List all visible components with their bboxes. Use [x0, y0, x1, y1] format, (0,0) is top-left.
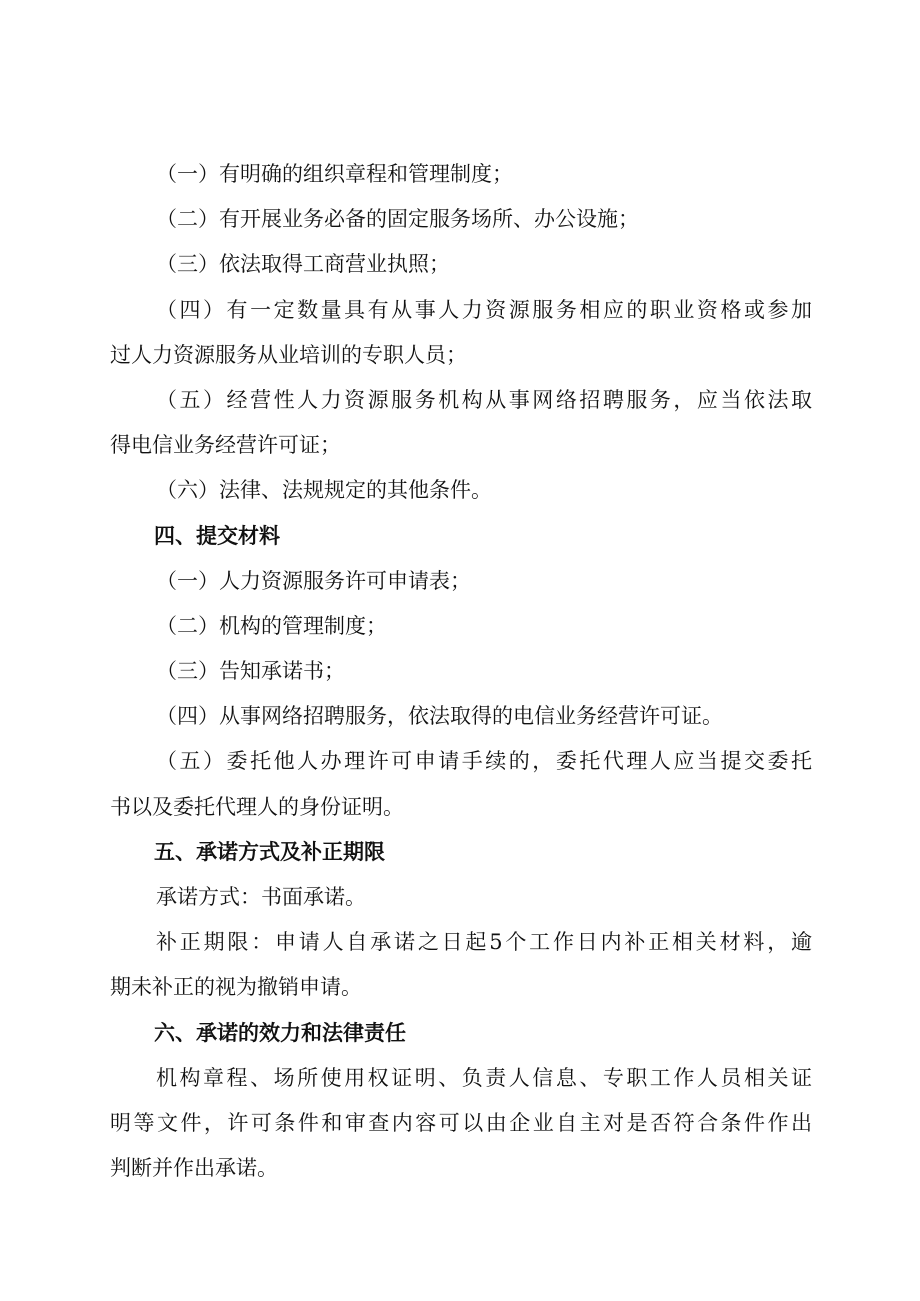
correction-period-line-2: 期未补正的视为撤销申请。: [110, 975, 362, 1000]
effect-paragraph-line-2: 明等文件，许可条件和审查内容可以由企业自主对是否符合条件作出: [110, 1110, 812, 1135]
commitment-method: 承诺方式：书面承诺。: [156, 885, 366, 909]
document-body: [110, 152, 812, 1191]
material-item-2: （二）机构的管理制度；: [156, 613, 387, 638]
material-item-3: （三）告知承诺书；: [156, 659, 345, 684]
section-6-heading: 六、承诺的效力和法律责任: [154, 1020, 406, 1045]
condition-item-2: （二）有开展业务必备的固定服务场所、办公设施；: [156, 207, 639, 232]
correction-period-line-1: 补正期限：申请人自承诺之日起5个工作日内补正相关材料，逾: [156, 930, 812, 955]
condition-item-5-line-1: （五）经营性人力资源服务机构从事网络招聘服务，应当依法取: [156, 387, 812, 412]
condition-item-4-line-2: 过人力资源服务从业培训的专职人员；: [110, 342, 467, 367]
section-5-heading: 五、承诺方式及补正期限: [154, 839, 385, 864]
condition-item-5-line-2: 得电信业务经营许可证；: [110, 433, 341, 458]
material-item-5-line-1: （五）委托他人办理许可申请手续的，委托代理人应当提交委托: [156, 749, 812, 774]
condition-item-6: （六）法律、法规规定的其他条件。: [156, 478, 492, 503]
material-item-5-line-2: 书以及委托代理人的身份证明。: [110, 794, 404, 819]
condition-item-4-line-1: （四）有一定数量具有从事人力资源服务相应的职业资格或参加: [156, 297, 812, 322]
material-item-1: （一）人力资源服务许可申请表；: [156, 568, 471, 593]
material-item-4: （四）从事网络招聘服务，依法取得的电信业务经营许可证。: [156, 704, 723, 729]
effect-paragraph-line-1: 机构章程、场所使用权证明、负责人信息、专职工作人员相关证: [156, 1065, 812, 1090]
section-4-heading: 四、提交材料: [154, 523, 280, 548]
effect-paragraph-line-3: 判断并作出承诺。: [110, 1156, 278, 1181]
condition-item-1: （一）有明确的组织章程和管理制度；: [156, 162, 513, 186]
condition-item-3: （三）依法取得工商营业执照；: [156, 252, 450, 277]
